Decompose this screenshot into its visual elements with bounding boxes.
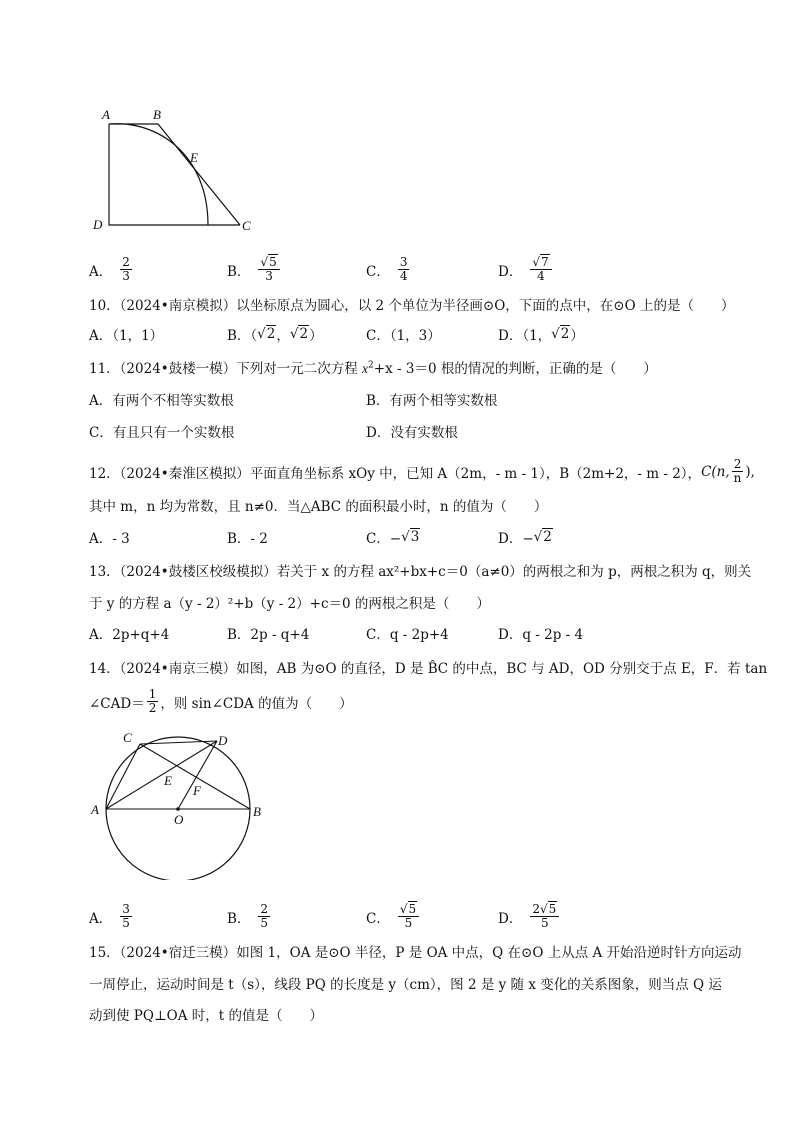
label-D: D <box>93 217 103 232</box>
q13-options <box>0 623 794 645</box>
q10-option-a[interactable]: A．（1，1） <box>89 328 164 344</box>
q13-option-a[interactable]: A．2p+q+4 <box>89 627 170 643</box>
center-dot <box>176 807 180 811</box>
q13-option-d[interactable]: D．q - 2p - 4 <box>498 627 584 643</box>
q14-option-b[interactable]: B． $\frac{2}{5}$ <box>227 902 269 930</box>
label-O: O <box>174 812 184 827</box>
q15-line1: 15．（2024•宿迁三模）如图 1，OA 是⊙O 半径，P 是 OA 中点，Q 在⊙O 上从点 A 开始沿逆时针方向运动 <box>89 945 742 961</box>
figure-q9 <box>88 100 263 235</box>
label-B: B <box>253 804 261 819</box>
q14-options <box>0 902 794 930</box>
q14-option-d[interactable]: D． $\frac{2√5}{5}$ <box>498 903 561 930</box>
q12-line2: 其中 m，n 均为常数，且 n≠0．当△ABC 的面积最小时，n 的值为（ ） <box>89 499 548 515</box>
q9-options <box>0 255 794 283</box>
label-A: A <box>102 107 110 122</box>
q15-line2: 一周停止，运动时间是 t（s），线段 PQ 的长度是 y（cm），图 2 是 y 随 x 变化的关系图象，则当点 Q 运 <box>89 977 722 993</box>
q10-options <box>0 324 794 346</box>
label-B: B <box>153 107 161 122</box>
q9-option-d[interactable]: D． $\frac{√7}{4}$ <box>498 256 554 283</box>
label-D: D <box>218 733 228 748</box>
q14-line1: 14．（2024•南京三模）如图，AB 为⊙O 的直径，D 是 B̂C 的中点，BC 与 AD，OD 分别交于点 E，F．若 tan <box>89 661 768 677</box>
q13-option-c[interactable]: C．q - 2p+4 <box>366 627 449 643</box>
figure-q14 <box>88 728 273 880</box>
q11-option-c[interactable]: C．有且只有一个实数根 <box>89 425 235 441</box>
q13-line2: 于 y 的方程 a（y - 2）²+b（y - 2）+c＝0 的两根之积是（ ） <box>89 596 490 612</box>
q11-option-d[interactable]: D．没有实数根 <box>366 425 458 441</box>
q14-line2: ∠CAD＝ $\frac{1}{2}$ ，则 sin∠CDA 的值为（ ） <box>89 687 353 715</box>
q9-option-c[interactable]: C． $\frac{3}{4}$ <box>366 255 408 283</box>
q10-option-d[interactable]: D．（1， √ 2 ） <box>498 326 584 344</box>
q10-option-b[interactable]: B．（ √ 2 ， √ 2 ） <box>227 326 323 344</box>
q13-option-b[interactable]: B．2p - q+4 <box>227 627 310 643</box>
q12-option-a[interactable]: A．- 3 <box>89 531 130 547</box>
label-A: A <box>91 802 99 817</box>
quarter-square-outline <box>109 124 240 225</box>
label-E: E <box>190 150 198 165</box>
label-F: F <box>193 783 201 798</box>
q12-option-b[interactable]: B．- 2 <box>227 531 268 547</box>
q9-option-a[interactable]: A． $\frac{2}{3}$ <box>89 255 130 283</box>
q12-option-c[interactable]: C．− √ 3 <box>366 529 420 547</box>
q14-option-a[interactable]: A． $\frac{3}{5}$ <box>89 902 130 930</box>
label-C: C <box>242 218 251 233</box>
q11-option-a[interactable]: A．有两个不相等实数根 <box>89 393 234 409</box>
q10-option-c[interactable]: C．（1，3） <box>366 328 441 344</box>
q15-line3: 动到使 PQ⊥OA 时，t 的值是（ ） <box>89 1008 323 1024</box>
label-C: C <box>123 730 132 745</box>
label-E: E <box>164 773 172 788</box>
q11-option-b[interactable]: B．有两个相等实数根 <box>366 393 498 409</box>
q11-stem: 11．（2024•鼓楼一模）下列对一元二次方程 $x^2+x - 3=0$ 根的情况的判断，正确的是（ ） <box>89 360 657 377</box>
q9-option-b[interactable]: B． $\frac{√5}{3}$ <box>227 256 282 283</box>
q12-line1: 12．（2024•秦淮区模拟）平面直角坐标系 xOy 中，已知 A（2m，- m - 1），B（2m+2，- m - 2）， C(n, $\frac{2}{n}$ ), <box>89 457 755 485</box>
q10-stem: 10．（2024•南京模拟）以坐标原点为圆心，以 2 个单位为半径画⊙O，下面的点中，在⊙O 上的是（ ） <box>89 298 735 314</box>
q12-option-d[interactable]: D．− √ 2 <box>498 529 552 547</box>
q14-option-c[interactable]: C． $\frac{√5}{5}$ <box>366 903 421 930</box>
q13-line1: 13．（2024•鼓楼区校级模拟）若关于 x 的方程 ax²+bx+c＝0（a≠0）的两根之和为 p，两根之积为 q，则关 <box>89 564 752 580</box>
q12-options <box>0 527 794 549</box>
quarter-arc <box>109 124 208 225</box>
